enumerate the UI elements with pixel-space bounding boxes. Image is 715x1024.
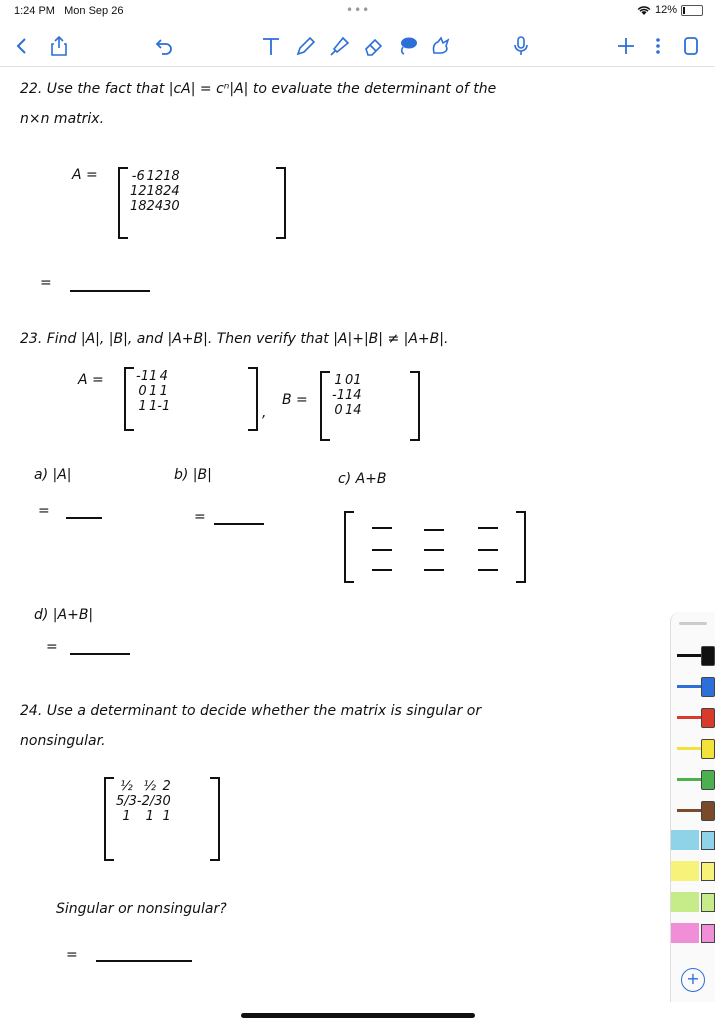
q22-matrix-entry: 18 xyxy=(146,184,164,199)
q22-prompt: 22. Use the fact that |cA| = cⁿ|A| to evaluate the determinant of the xyxy=(20,81,497,97)
note-page[interactable] xyxy=(0,67,672,997)
q23-matrix-b-label: B = xyxy=(282,392,308,408)
q22-answer-equals: = xyxy=(40,275,52,291)
wifi-icon xyxy=(637,5,651,16)
add-icon[interactable] xyxy=(612,32,640,60)
highlighter-swatch[interactable] xyxy=(671,830,715,850)
q24-prompt-cont: nonsingular. xyxy=(20,733,106,749)
q24-matrix-entry: 1 xyxy=(145,809,154,824)
q23-matrix-a-entry: -1 xyxy=(157,399,171,414)
pen-swatch[interactable] xyxy=(671,706,715,728)
q23-matrix-a-entry: -1 xyxy=(136,369,149,384)
q23-matrix-b xyxy=(320,371,420,441)
q22-matrix-entry: 18 xyxy=(130,199,147,214)
q23-sum-matrix xyxy=(344,511,526,583)
q23-part-b-equals: = xyxy=(194,509,206,525)
q23-part-d-equals: = xyxy=(46,639,58,655)
q23-part-b-blank xyxy=(214,523,264,525)
q23-matrix-b-entry: 1 xyxy=(353,373,362,388)
q24-matrix-entry: 0 xyxy=(162,794,171,809)
q23-comma: , xyxy=(262,405,267,421)
multitasking-dots[interactable]: ••• xyxy=(346,3,371,17)
q24-matrix-entry: 1 xyxy=(122,809,131,824)
q23-part-a-blank xyxy=(66,517,102,519)
pen-swatch[interactable] xyxy=(671,768,715,790)
q23-matrix-a-entry: 1 xyxy=(138,399,147,414)
shape-icon[interactable] xyxy=(427,32,455,60)
q23-matrix-a-entry: 0 xyxy=(138,384,147,399)
q23-matrix-b-entry: 4 xyxy=(353,388,362,403)
q23-matrix-b-entry: 1 xyxy=(334,373,343,388)
zoom-in-icon[interactable]: + xyxy=(681,968,705,992)
q23-part-b: b) |B| xyxy=(174,467,212,483)
q24-answer-equals: = xyxy=(66,947,78,963)
q23-matrix-b-entry: -1 xyxy=(332,388,345,403)
q24-matrix-entry: 5/3 xyxy=(116,794,137,809)
highlighter-swatch[interactable] xyxy=(671,923,715,943)
q24-matrix xyxy=(104,777,220,861)
status-time: 1:24 PM xyxy=(14,5,55,17)
microphone-icon[interactable] xyxy=(507,32,535,60)
q22-matrix-entry: 12 xyxy=(146,169,164,184)
q23-matrix-a-entry: 1 xyxy=(148,399,158,414)
q23-matrix-a-entry: 4 xyxy=(159,369,168,384)
q23-matrix-a-label: A = xyxy=(78,372,104,388)
q24-prompt: 24. Use a determinant to decide whether the matrix is singular or xyxy=(20,703,482,719)
q22-matrix-label: A = xyxy=(72,167,98,183)
q23-matrix-b-entry: 1 xyxy=(344,388,354,403)
highlighter-swatch[interactable] xyxy=(671,892,715,912)
q22-answer-blank xyxy=(70,290,150,292)
q22-prompt-cont: n×n matrix. xyxy=(20,111,105,127)
status-date: Mon Sep 26 xyxy=(64,5,124,17)
highlighter-swatch[interactable] xyxy=(671,861,715,881)
share-icon[interactable] xyxy=(45,32,73,60)
q23-matrix-b-entry: 1 xyxy=(344,403,354,418)
q23-prompt-text: 23. Find |A|, |B|, and |A+B|. Then verify that |A|+|B| xyxy=(20,331,383,347)
q23-part-d-blank xyxy=(70,653,130,655)
q23-matrix-b-entry: 0 xyxy=(334,403,343,418)
more-icon[interactable] xyxy=(644,32,672,60)
status-bar xyxy=(0,0,715,22)
pen-swatch[interactable] xyxy=(671,737,715,759)
q23-part-a-equals: = xyxy=(38,503,50,519)
q23-part-c: c) A+B xyxy=(338,471,387,487)
q23-matrix-b-entry: 0 xyxy=(344,373,354,388)
q23-matrix-b-entry: 4 xyxy=(353,403,362,418)
status-time-date xyxy=(14,5,123,17)
undo-icon[interactable] xyxy=(150,32,178,60)
q24-matrix-entry: 2 xyxy=(162,779,171,794)
q22-matrix-a xyxy=(118,167,286,239)
palette-handle[interactable] xyxy=(679,622,707,625)
q24-matrix-entry: 1 xyxy=(162,809,171,824)
q22-matrix-entry: 30 xyxy=(163,199,180,214)
not-equal-symbol: ≠ xyxy=(387,331,400,347)
pen-swatch[interactable] xyxy=(671,799,715,821)
q22-matrix-entry: 18 xyxy=(163,169,180,184)
q23-part-d: d) |A+B| xyxy=(34,607,94,623)
pen-icon[interactable] xyxy=(292,32,320,60)
q23-prompt xyxy=(20,331,448,347)
battery-percent: 12% xyxy=(654,4,677,16)
status-right xyxy=(637,4,703,16)
eraser-icon[interactable] xyxy=(360,32,388,60)
q22-matrix-entry: 24 xyxy=(146,199,164,214)
q24-matrix-entry: ½ xyxy=(143,779,157,794)
pen-swatch[interactable] xyxy=(671,675,715,697)
q23-part-a: a) |A| xyxy=(34,467,72,483)
q23-matrix-a xyxy=(124,367,258,431)
q24-question: Singular or nonsingular? xyxy=(56,901,227,917)
pages-icon[interactable] xyxy=(677,32,705,60)
q24-answer-blank xyxy=(96,960,192,962)
q24-matrix-entry: -2/3 xyxy=(136,794,163,809)
q22-matrix-entry: 24 xyxy=(163,184,180,199)
pen-swatch[interactable] xyxy=(671,644,715,666)
q23-matrix-a-entry: 1 xyxy=(159,384,168,399)
lasso-icon[interactable] xyxy=(394,32,422,60)
pen-palette xyxy=(670,612,715,1002)
battery-icon xyxy=(681,5,703,16)
q23-matrix-a-entry: 1 xyxy=(148,369,158,384)
q23-prompt-end: |A+B|. xyxy=(403,331,449,347)
q23-matrix-a-entry: 1 xyxy=(148,384,158,399)
q24-matrix-entry: ½ xyxy=(120,779,133,794)
highlighter-icon[interactable] xyxy=(326,32,354,60)
chevron-left-icon[interactable] xyxy=(8,32,36,60)
text-tool-icon[interactable] xyxy=(257,32,285,60)
home-indicator[interactable] xyxy=(241,1013,475,1018)
q22-matrix-entry: -6 xyxy=(131,169,145,184)
notes-toolbar xyxy=(0,26,715,66)
q22-matrix-entry: 12 xyxy=(130,184,147,199)
